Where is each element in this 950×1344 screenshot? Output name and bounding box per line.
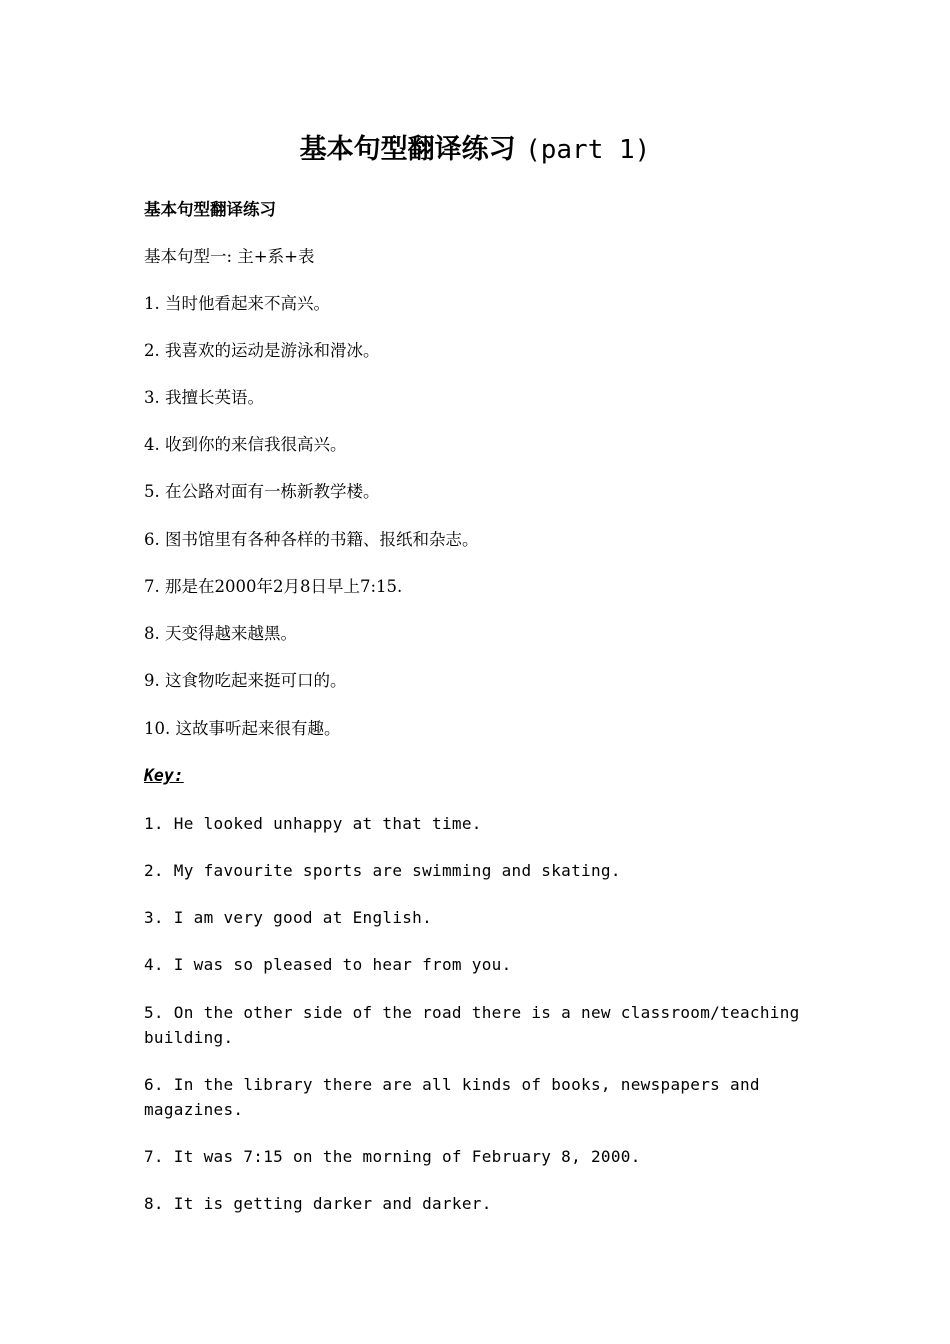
section-subheading: 基本句型翻译练习 xyxy=(144,200,276,219)
answer-item: 7. It was 7:15 on the morning of February 8, 2000. xyxy=(144,1147,641,1166)
key-heading xyxy=(144,763,804,788)
question-item: 7. 那是在2000年2月8日早上7:15. xyxy=(144,577,403,596)
title-part: (part 1) xyxy=(525,135,651,165)
answer-item: 6. In the library there are all kinds of books, newspapers and magazines. xyxy=(144,1075,760,1119)
question-item: 5. 在公路对面有一栋新教学楼。 xyxy=(144,482,380,501)
answer-item: 5. On the other side of the road there is a new classroom/teaching building. xyxy=(144,1003,800,1047)
title-chinese: 基本句型翻译练习 xyxy=(299,134,516,165)
page-title xyxy=(0,130,950,170)
question-item: 3. 我擅长英语。 xyxy=(144,388,264,407)
question-item: 6. 图书馆里有各种各样的书籍、报纸和杂志。 xyxy=(144,530,479,549)
answer-item: 3. I am very good at English. xyxy=(144,908,433,927)
question-item: 10. 这故事听起来很有趣。 xyxy=(144,719,341,738)
answer-item: 1. He looked unhappy at that time. xyxy=(144,814,482,833)
question-item: 4. 收到你的来信我很高兴。 xyxy=(144,435,347,454)
answer-item: 8. It is getting darker and darker. xyxy=(144,1194,492,1213)
question-item: 1. 当时他看起来不高兴。 xyxy=(144,294,330,313)
key-label: Key: xyxy=(144,766,184,785)
question-item: 8. 天变得越来越黑。 xyxy=(144,624,297,643)
answer-item: 4. I was so pleased to hear from you. xyxy=(144,955,512,974)
answer-item: 2. My favourite sports are swimming and skating. xyxy=(144,861,621,880)
question-item: 2. 我喜欢的运动是游泳和滑冰。 xyxy=(144,341,380,360)
question-item: 9. 这食物吃起来挺可口的。 xyxy=(144,671,347,690)
sentence-pattern: 基本句型一: 主+系+表 xyxy=(144,247,315,266)
